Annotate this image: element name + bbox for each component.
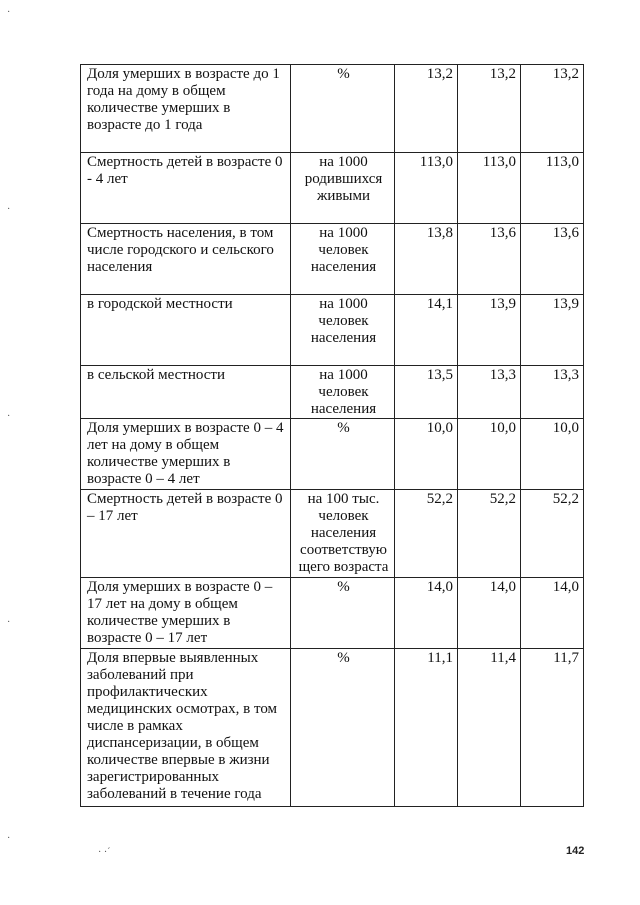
indicator-name: Смертность детей в возрасте 0 – 17 лет <box>81 490 291 578</box>
indicator-name: Доля умерших в возрасте до 1 года на дому в общем количестве умерших в возрасте до 1 года <box>81 65 291 153</box>
table-row <box>81 490 584 578</box>
indicator-unit: на 100 тыс. человек населения соответствую щего возраста <box>291 490 395 578</box>
indicator-name: Доля умерших в возрасте 0 – 4 лет на дому в общем количестве умерших в возрасте 0 – 4 лет <box>81 419 291 490</box>
value-cell: 10,0 <box>395 419 458 490</box>
indicator-unit: на 1000 родившихся живыми <box>291 153 395 224</box>
value-cell: 14,0 <box>458 578 521 649</box>
value-cell: 13,9 <box>458 295 521 366</box>
indicator-name: Доля впервые выявленных заболеваний при профилактических медицинских осмотрах, в том числе в рамках диспансеризации, в общем количестве впервые в жизни зарегистрированных заболеваний в течение года <box>81 649 291 807</box>
scan-artifact-mark: · <box>7 411 11 422</box>
indicator-unit: на 1000 человек населения <box>291 295 395 366</box>
value-cell: 14,1 <box>395 295 458 366</box>
indicator-unit: на 1000 человек населения <box>291 224 395 295</box>
value-cell: 13,2 <box>458 65 521 153</box>
indicator-name: в сельской местности <box>81 366 291 419</box>
value-cell: 13,6 <box>521 224 584 295</box>
table-row <box>81 224 584 295</box>
value-cell: 14,0 <box>395 578 458 649</box>
scan-artifact-mark: · ·´ <box>98 847 111 858</box>
indicator-name: в городской местности <box>81 295 291 366</box>
scan-artifact-mark: · <box>7 617 11 628</box>
value-cell: 52,2 <box>395 490 458 578</box>
indicator-name: Смертность детей в возрасте 0 - 4 лет <box>81 153 291 224</box>
value-cell: 13,2 <box>521 65 584 153</box>
value-cell: 13,5 <box>395 366 458 419</box>
value-cell: 10,0 <box>521 419 584 490</box>
table-row <box>81 295 584 366</box>
scan-artifact-mark: · <box>7 833 11 844</box>
scan-artifact-mark: · <box>7 204 11 215</box>
indicator-unit: на 1000 человек населения <box>291 366 395 419</box>
value-cell: 11,7 <box>521 649 584 807</box>
value-cell: 11,1 <box>395 649 458 807</box>
value-cell: 13,9 <box>521 295 584 366</box>
value-cell: 13,3 <box>458 366 521 419</box>
value-cell: 13,2 <box>395 65 458 153</box>
indicator-unit: % <box>291 65 395 153</box>
table-row <box>81 65 584 153</box>
value-cell: 13,6 <box>458 224 521 295</box>
table-row <box>81 366 584 419</box>
value-cell: 113,0 <box>521 153 584 224</box>
table-row <box>81 578 584 649</box>
indicator-name: Смертность населения, в том числе городского и сельского населения <box>81 224 291 295</box>
value-cell: 113,0 <box>458 153 521 224</box>
table-row <box>81 419 584 490</box>
value-cell: 13,3 <box>521 366 584 419</box>
indicator-name: Доля умерших в возрасте 0 – 17 лет на дому в общем количестве умерших в возрасте 0 – 17 лет <box>81 578 291 649</box>
value-cell: 10,0 <box>458 419 521 490</box>
value-cell: 52,2 <box>521 490 584 578</box>
indicator-unit: % <box>291 649 395 807</box>
value-cell: 52,2 <box>458 490 521 578</box>
table-row <box>81 649 584 807</box>
page-number: 142 <box>566 845 585 857</box>
indicator-unit: % <box>291 578 395 649</box>
indicator-unit: % <box>291 419 395 490</box>
value-cell: 13,8 <box>395 224 458 295</box>
indicators-table <box>80 64 584 807</box>
value-cell: 113,0 <box>395 153 458 224</box>
table-row <box>81 153 584 224</box>
value-cell: 14,0 <box>521 578 584 649</box>
value-cell: 11,4 <box>458 649 521 807</box>
scan-artifact-mark: · <box>7 7 11 18</box>
